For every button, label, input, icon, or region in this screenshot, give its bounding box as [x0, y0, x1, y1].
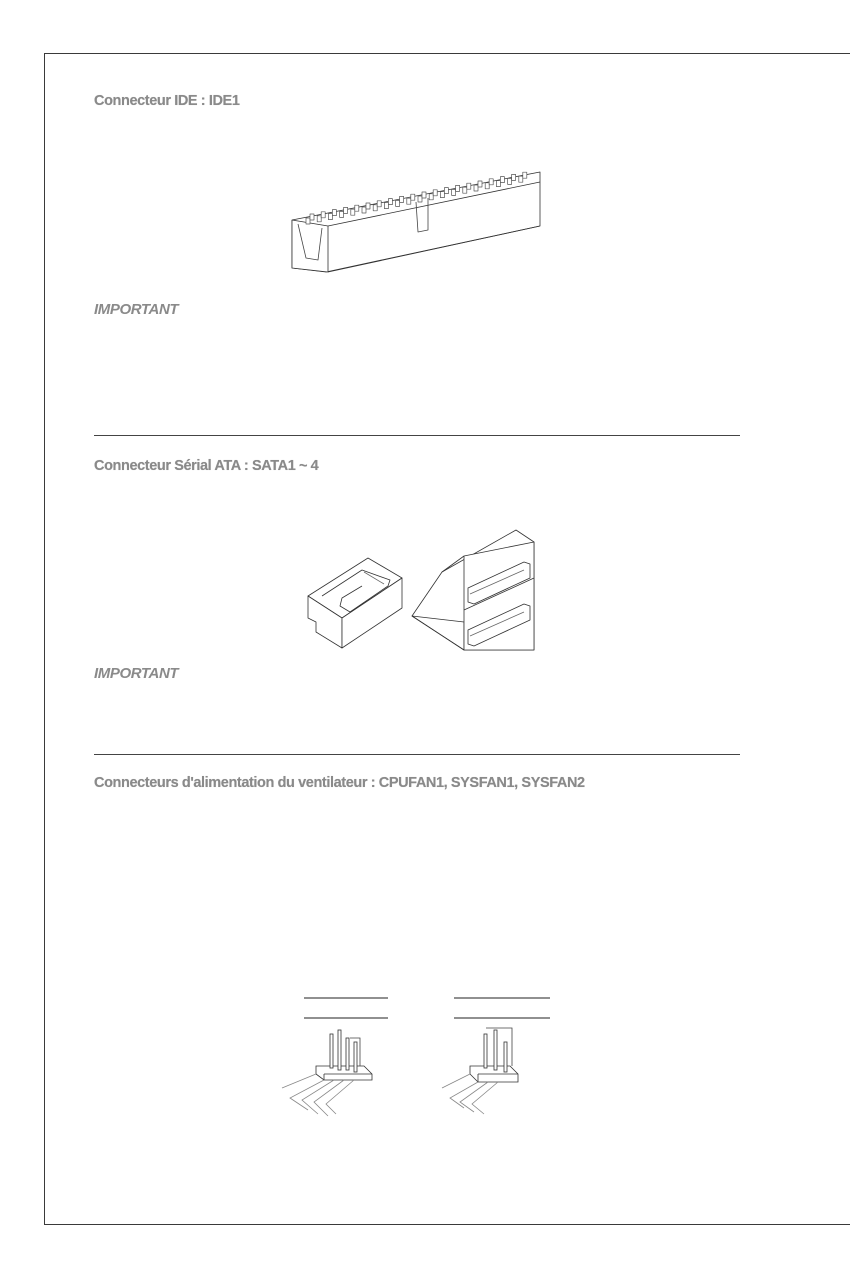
fan-connector-illustration-3pin	[440, 994, 560, 1118]
important-label-ide: IMPORTANT	[94, 301, 179, 318]
section-heading-sata: Connecteur Sérial ATA : SATA1 ~ 4	[94, 458, 319, 474]
section-heading-fan: Connecteurs d'alimentation du ventilateur : CPUFAN1, SYSFAN1, SYSFAN2	[94, 775, 585, 791]
section-heading-ide: Connecteur IDE : IDE1	[94, 93, 240, 109]
fan-connector-illustration-4pin	[272, 994, 392, 1118]
section-divider	[94, 754, 740, 755]
ide-connector-illustration	[284, 168, 548, 278]
section-divider	[94, 435, 740, 436]
important-label-sata: IMPORTANT	[94, 665, 179, 682]
sata-connector-illustration	[304, 526, 540, 652]
